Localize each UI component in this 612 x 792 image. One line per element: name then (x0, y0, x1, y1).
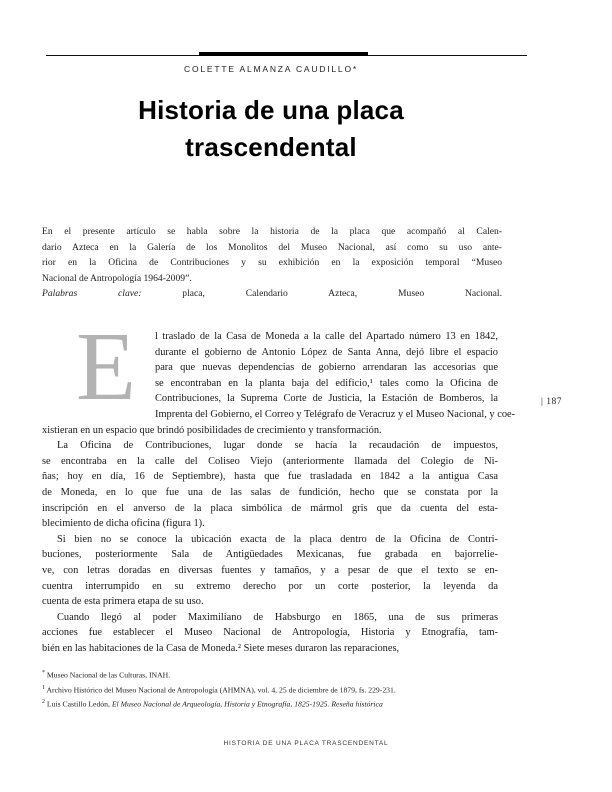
text-line: acciones fue establecer el Museo Nacional de Antropología, Historia y Etnografía, tam- (42, 627, 498, 639)
drop-cap: E (76, 313, 136, 421)
paragraph-3-lines (42, 532, 498, 610)
author-line: COLETTE ALMANZA CAUDILLO* (184, 64, 358, 74)
footnote-text: Luis Castillo Ledón, (45, 699, 112, 709)
text-line: Si bien no se conoce la ubicación exacta de la placa dentro de la Oficina de Contri- (57, 533, 498, 545)
paragraph-2-lines (42, 438, 498, 532)
text-line: buciones, posteriormente Sala de Antigüedades Mexicanas, fue grabada en bajorrelie- (42, 549, 498, 561)
text-line: cuenta de esta primera etapa de su uso. (42, 596, 204, 608)
text-line: dario Azteca en la Galería de los Monolitos del Museo Nacional, así como su uso ante- (42, 241, 502, 253)
text-line: se encontraba en la calle del Coliseo Viejo (anteriormente llamada del Colegio de Ni- (42, 455, 498, 467)
paragraph-4 (42, 610, 498, 657)
text-line: rior en la Oficina de Contribuciones y su exhibición en la exposición temporal “Museo (42, 257, 502, 269)
text-line: de Moneda, en lo que fue una de las salas de fundición, hecho que se constata por la (42, 486, 498, 498)
text-line: ñas; hoy en día, 16 de Septiembre), hasta que fue trasladada en 1842 a la antigua Casa (42, 471, 498, 483)
page-number: | 187 (541, 397, 563, 407)
text-line: Nacional de Antropología 1964-2009”. (42, 272, 192, 284)
keywords-text: placa, Calendario Azteca, Museo Nacional. (141, 288, 502, 300)
paragraph-3 (42, 532, 498, 610)
body-text (42, 313, 516, 656)
text-line: ve, con letras doradas en diversas fuentes y tamaños, y a pesar de que el texto se en- (42, 564, 498, 576)
paragraph-2 (42, 438, 498, 532)
text-line: inscripción en el anverso de la placa simbólica de mármol gris que da cuenta del esta- (42, 502, 498, 514)
text-line: bién en las habitaciones de la Casa de Moneda.² Siete meses duraron las reparaciones, (42, 642, 400, 654)
text-line: blecimiento de dicha oficina (figura 1). (42, 518, 205, 530)
footnote-asterisk (42, 667, 512, 682)
text-line: En el presente artículo se habla sobre la historia de la placa que acompañó al Calen- (42, 226, 502, 237)
paragraph-4-lines (42, 610, 498, 657)
article-title (42, 92, 500, 166)
footnote-marker: 1 (42, 684, 45, 691)
text-line: l traslado de la Casa de Moneda a la calle del Apartado número 13 en 1842, (155, 331, 498, 342)
text-line: Contribuciones, la Suprema Corte de Justicia, la Estación de Bomberos, la (155, 393, 498, 405)
footnote-2 (42, 696, 512, 711)
article-title-line1: Historia de una placa (138, 95, 404, 125)
text-line: se encontraban en la planta baja del edificio,¹ tales como la Oficina de (155, 377, 498, 389)
footnote-1 (42, 682, 512, 697)
text-line: La Oficina de Contribuciones, lugar donde se hacía la recaudación de impuestos, (57, 440, 498, 452)
keywords-line (42, 286, 502, 302)
text-line: Imprenta del Gobierno, el Correo y Telégrafo de Veracruz y el Museo Nacional, y coe- (155, 408, 516, 420)
header-rule-thick (199, 52, 368, 56)
footnote-marker: * (42, 670, 45, 676)
abstract-block (42, 224, 502, 302)
text-line: xistieran en un espacio que brindó posibilidades de crecimiento y transformación. (42, 424, 382, 436)
text-line: para que nuevas dependencias de gobierno arrendaran las accesorias que (155, 362, 498, 374)
paragraph-1 (42, 313, 516, 438)
footnote-text-italic: El Museo Nacional de Arqueología, Historia y Etnografía, 1825-1925. Reseña histórica (111, 699, 383, 709)
text-line: Cuando llegó al poder Maximiliano de Habsburgo en 1865, una de sus primeras (57, 611, 498, 623)
text-line: durante el gobierno de Antonio López de Santa Anna, dejó libre el espacio (155, 346, 498, 358)
footnote-marker: 2 (42, 699, 45, 706)
text-line: cuentra interrumpido en su extremo derecho por un corte posterior, la leyenda da (42, 580, 498, 592)
footnote-text: Museo Nacional de las Culturas, INAH. (45, 670, 171, 680)
footnote-text: Archivo Histórico del Museo Nacional de Antropología (AHMNA), vol. 4, 25 de diciembre de 1879, fs. 229-231. (45, 685, 396, 695)
abstract-text (42, 224, 502, 286)
article-title-line2: trascendental (185, 132, 357, 162)
footnotes-block (42, 667, 512, 711)
running-footer: HISTORIA DE UNA PLACA TRASCENDENTAL (223, 740, 389, 747)
keywords-label: Palabras clave: (42, 288, 142, 300)
